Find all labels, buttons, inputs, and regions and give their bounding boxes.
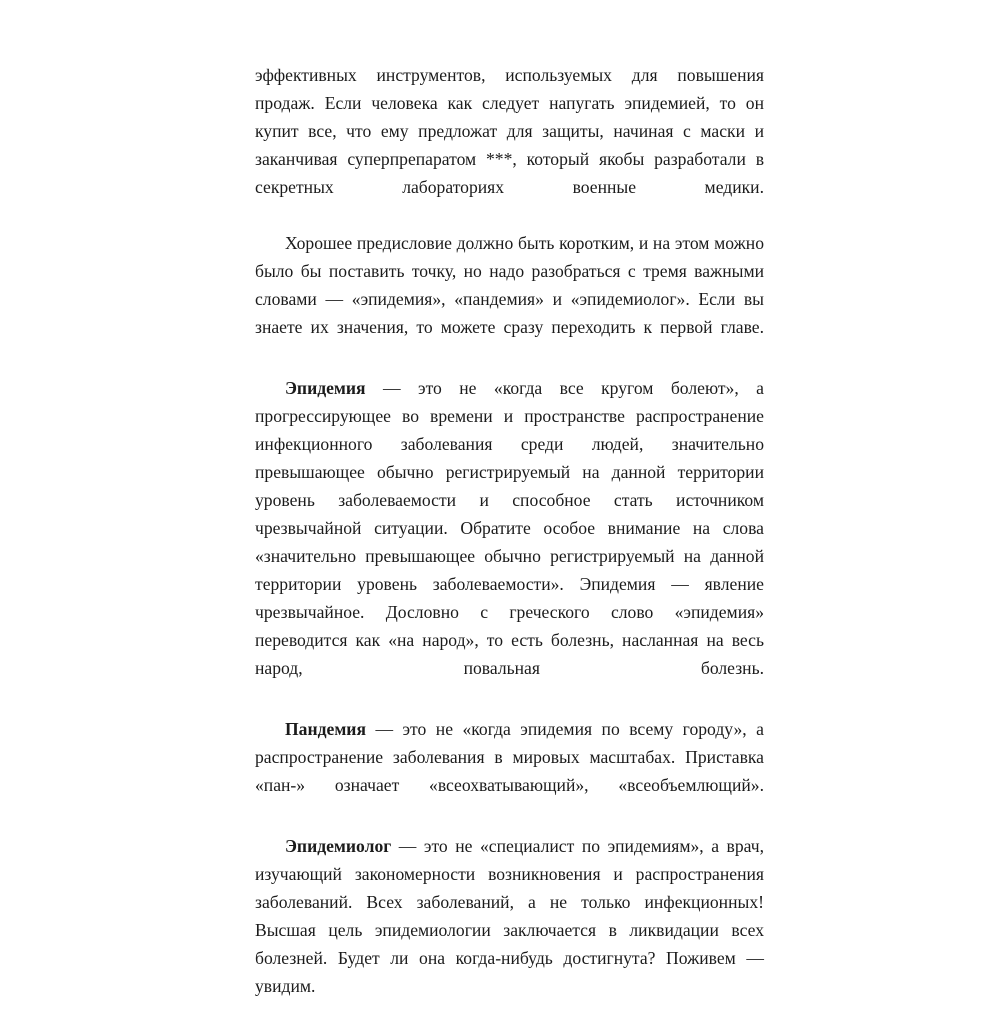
definition-epidemiolog-body: — это не «специалист по эпидемиям», а врач, изучающий закономерности возникновения и распространения заболеваний. Всех заболеваний, а не только инфекционных! Высшая цель эпидемиологии заключается в ликвидации всех болезней. Будет ли она когда-нибудь достигнута? Поживем — увидим. [255, 836, 764, 996]
paragraph-continuation: эффективных инструментов, используемых для повышения продаж. Если человека как следует напугать эпидемией, то он купит все, что ему предложат для защиты, начиная с маски и заканчивая суперпрепаратом ***, который якобы разработали в секретных лабораториях военные медики. [255, 65, 764, 197]
definition-pandemia-body: — это не «когда эпидемия по всему городу», а распространение заболевания в мировых масштабах. Приставка «пан-» означает «всеохватывающий», «всеобъемлющий». [255, 719, 764, 795]
paragraph-preface: Хорошее предисловие должно быть коротким, и на этом можно было бы поставить точку, но надо разобраться с тремя важными словами — «эпидемия», «пандемия» и «эпидемиолог». Если вы знаете их значения, то можете сразу переходить к первой главе. [255, 233, 764, 337]
term-pandemia: Пандемия [285, 719, 366, 739]
term-epidemia: Эпидемия [285, 378, 366, 398]
definition-epidemia [255, 374, 764, 710]
term-epidemiolog: Эпидемиолог [285, 836, 392, 856]
text-column [255, 61, 764, 1028]
definition-epidemiolog [255, 832, 764, 1028]
definition-epidemia-body: — это не «когда все кругом болеют», а прогрессирующее во времени и пространстве распространение инфекционного заболевания среди людей, значительно превышающее обычно регистрируемый на данной территории уровень заболеваемости и способное стать источником чрезвычайной ситуации. Обратите особое внимание на слова «значительно превышающее обычно регистрируемый на данной территории уровень заболеваемости». Эпидемия — явление чрезвычайное. Дословно с греческого слово «эпидемия» переводится как «на народ», то есть болезнь, насланная на весь народ, повальная болезнь. [255, 378, 764, 678]
definition-pandemia [255, 715, 764, 827]
